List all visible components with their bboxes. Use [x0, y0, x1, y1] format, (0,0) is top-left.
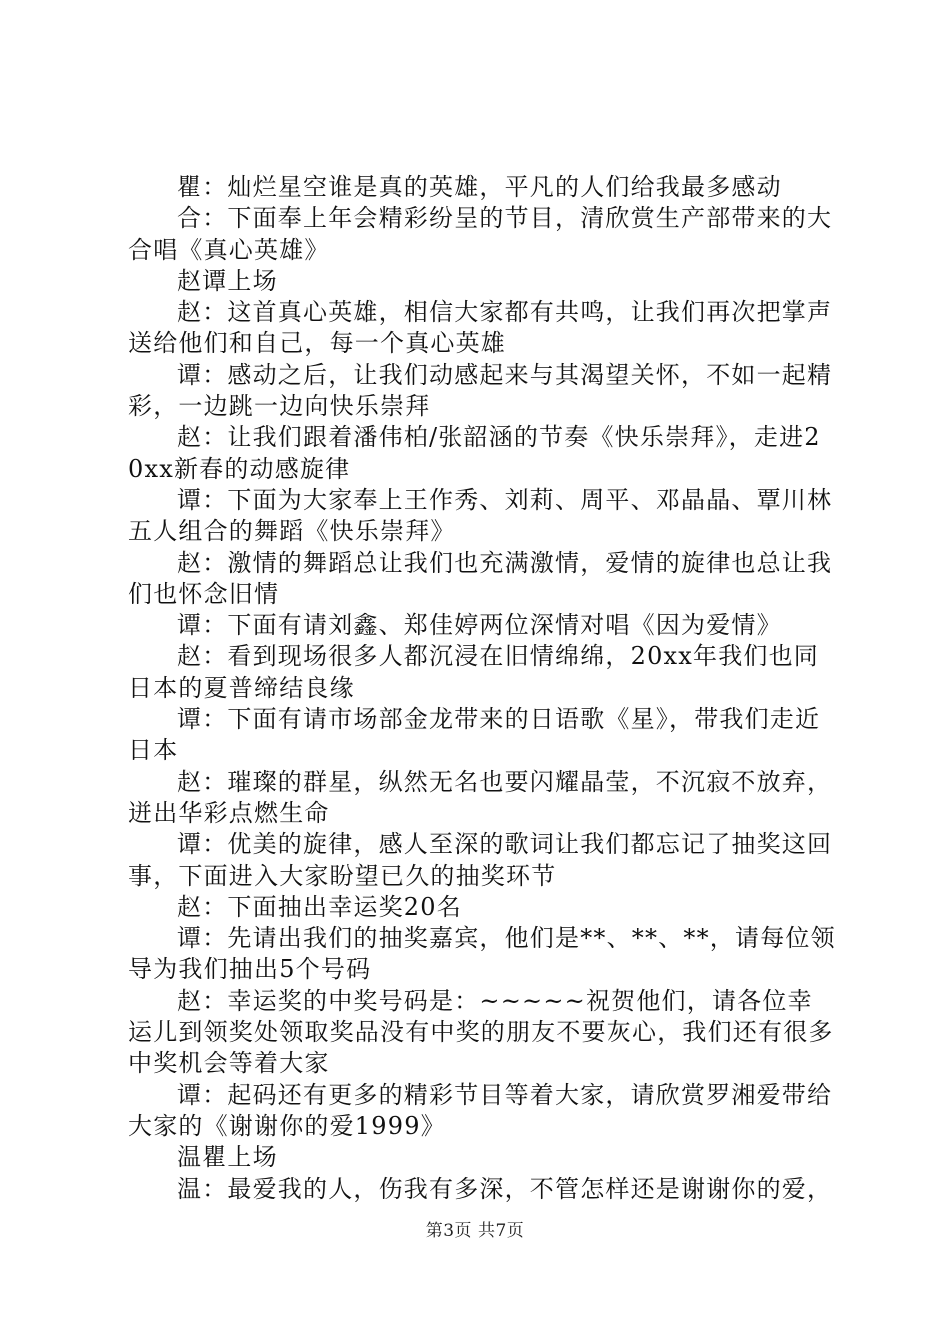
- page-number-label: 第3页 共7页: [425, 1221, 525, 1241]
- page-footer: [0, 1216, 950, 1241]
- paragraph: 赵：下面抽出幸运奖20名: [177, 892, 462, 921]
- paragraph: 赵：璀璨的群星，纵然无名也要闪耀晶莹，不沉寂不放弃，迸出华彩点燃生命: [128, 767, 833, 827]
- paragraph: 赵：激情的舞蹈总让我们也充满激情，爱情的旋律也总让我们也怀念旧情: [128, 548, 833, 608]
- paragraph: 温瞿上场: [177, 1143, 278, 1172]
- paragraph: 温：最爱我的人，伤我有多深，不管怎样还是谢谢你的爱，: [177, 1174, 833, 1203]
- paragraph: 谭：下面有请刘鑫、郑佳婷两位深情对唱《因为爱情》: [177, 611, 782, 640]
- paragraph: 赵：让我们跟着潘伟柏/张韶涵的节奏《快乐崇拜》，走进20xx新春的动感旋律: [128, 423, 821, 483]
- paragraph: 赵：幸运奖的中奖号码是：~~~~~祝贺他们，请各位幸运儿到领奖处领取奖品没有中奖的朋友不要灰心，我们还有很多中奖机会等着大家: [128, 986, 834, 1078]
- paragraph: 谭：先请出我们的抽奖嘉宾，他们是**、**、**，请每位领导为我们抽出5个号码: [128, 924, 836, 984]
- paragraph: 合：下面奉上年会精彩纷呈的节目，清欣赏生产部带来的大合唱《真心英雄》: [128, 204, 833, 264]
- paragraph: 赵：看到现场很多人都沉浸在旧情绵绵，20xx年我们也同日本的夏普缔结良缘: [128, 642, 820, 702]
- paragraph: 谭：优美的旋律，感人至深的歌词让我们都忘记了抽奖这回事，下面进入大家盼望已久的抽奖环节: [128, 830, 833, 890]
- paragraph: 谭：下面为大家奉上王作秀、刘莉、周平、邓晶晶、覃川林五人组合的舞蹈《快乐崇拜》: [128, 485, 833, 546]
- paragraph: 谭：起码还有更多的精彩节目等着大家，请欣赏罗湘爱带给大家的《谢谢你的爱1999》: [128, 1080, 833, 1140]
- paragraph: 谭：下面有请市场部金龙带来的日语歌《星》，带我们走近日本: [128, 705, 821, 765]
- paragraph: 赵：这首真心英雄，相信大家都有共鸣，让我们再次把掌声送给他们和自己，每一个真心英雄: [128, 298, 833, 358]
- paragraph: 瞿：灿烂星空谁是真的英雄，平凡的人们给我最多感动: [177, 173, 782, 201]
- document-body: [128, 172, 836, 1205]
- paragraph: 赵谭上场: [177, 266, 278, 295]
- paragraph: 谭：感动之后，让我们动感起来与其渴望关怀，不如一起精彩，一边跳一边向快乐崇拜: [128, 360, 833, 421]
